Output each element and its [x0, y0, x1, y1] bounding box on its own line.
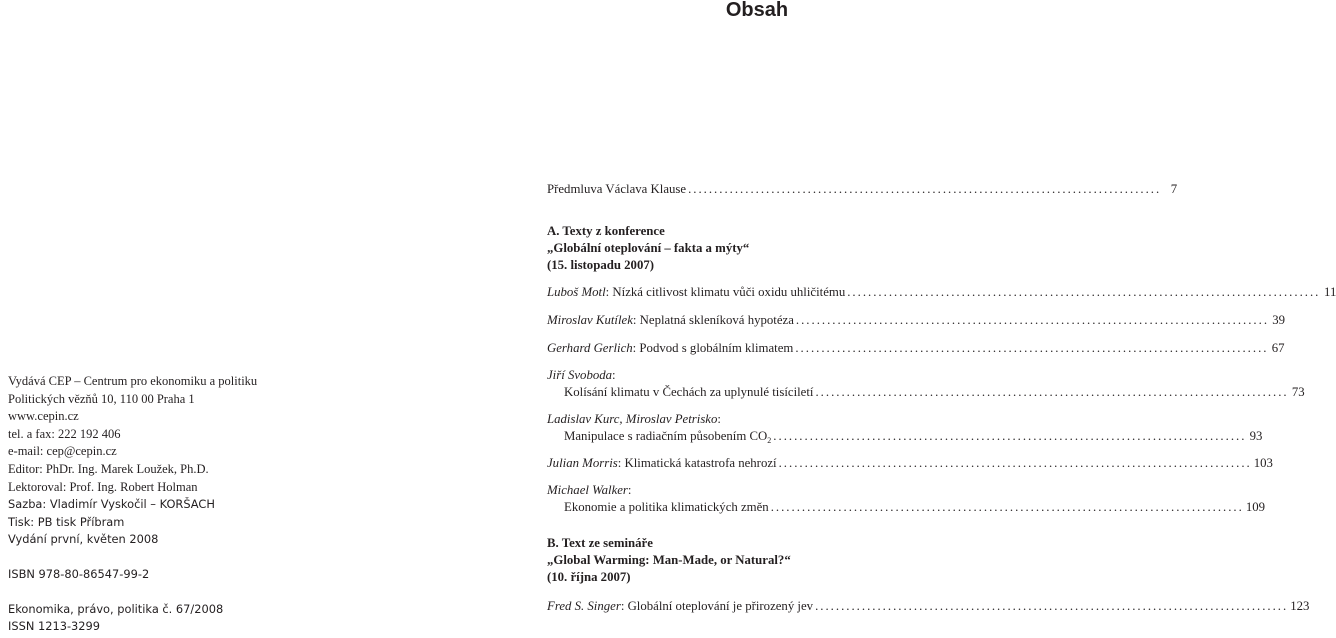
proofreader: Lektoroval: Prof. Ing. Robert Holman: [8, 479, 198, 494]
phone: tel. a fax: 222 192 406: [8, 426, 121, 441]
edition: Vydání první, květen 2008: [8, 532, 159, 547]
toc-author: Julian Morris: [547, 456, 618, 470]
toc-entry-walker[interactable]: [564, 499, 1266, 516]
toc-page-number: 67: [1271, 341, 1285, 355]
leader-dots: ...........................................................................................: [815, 385, 1289, 399]
website: www.cepin.cz: [8, 409, 79, 424]
toc-author-line-walker: [547, 482, 960, 499]
toc-author: Jiří Svoboda: [547, 368, 613, 382]
toc-author-line-svoboda: [547, 367, 960, 384]
publisher-address: Politických vězňů 10, 110 00 Praha 1: [8, 391, 195, 406]
email: e-mail: cep@cepin.cz: [8, 444, 117, 459]
toc-entry-motl[interactable]: [547, 284, 1336, 301]
toc-entry-kurc[interactable]: [564, 428, 1263, 449]
toc-entry-gerlich[interactable]: [547, 340, 1285, 357]
toc-colon: :: [612, 368, 616, 382]
toc-entry-title: Kolísání klimatu v Čechách za uplynulé tisíciletí: [564, 385, 814, 399]
toc-entry-morris[interactable]: [547, 455, 1273, 472]
toc-entry-title: Předmluva Václava Klause: [547, 182, 687, 196]
toc-page-number: 11: [1324, 285, 1336, 299]
imprint-block: [8, 373, 308, 636]
toc-entry-title: : Klimatická katastrofa nehrozí: [617, 456, 777, 470]
toc-author-line-kurc: [547, 411, 960, 428]
toc-entry-svoboda[interactable]: [564, 384, 1305, 401]
toc-page-number: 103: [1253, 456, 1273, 470]
leader-dots: ...........................................................................................: [773, 429, 1247, 443]
editor: Editor: PhDr. Ing. Marek Loužek, Ph.D.: [8, 461, 209, 476]
toc-page-number: 109: [1245, 500, 1266, 514]
section-a-subtitle: „Globální oteplování – fakta a mýty“: [547, 241, 750, 255]
section-a-heading: A. Texty z konference: [547, 224, 665, 238]
section-b-date: (10. října 2007): [547, 570, 631, 584]
toc-colon: :: [627, 483, 632, 497]
toc-author: Gerhard Gerlich: [547, 341, 633, 355]
leader-dots: ...........................................................................................: [795, 341, 1269, 355]
toc-entry-title: Ekonomie a politika klimatických změn: [564, 500, 769, 514]
leader-dots: ...........................................................................................: [778, 456, 1252, 470]
leader-dots: ...........................................................................................: [770, 500, 1244, 514]
toc-author: Miroslav Kutílek: [547, 313, 633, 327]
section-a-date: (15. listopadu 2007): [547, 258, 655, 272]
isbn: ISBN 978-80-86547-99-2: [8, 566, 150, 581]
toc-entry-title: : Globální oteplování je přirozený jev: [620, 599, 814, 613]
toc-entry-title: : Nízká citlivost klimatu vůči oxidu uhličitému: [605, 285, 846, 299]
toc-entry-kutilek[interactable]: [547, 312, 1286, 329]
leader-dots: ...........................................................................................: [795, 313, 1270, 327]
toc-page-number: 39: [1272, 313, 1286, 327]
toc-author: Luboš Motl: [547, 285, 606, 299]
toc-entry-title: : Neplatná skleníková hypotéza: [632, 313, 794, 327]
section-b-heading: B. Text ze semináře: [547, 536, 653, 550]
toc-author: Ladislav Kurc, Miroslav Petrisko: [547, 412, 718, 426]
leader-dots: ...........................................................................................: [688, 182, 1162, 196]
toc-author: Fred S. Singer: [547, 599, 621, 613]
toc-entry-singer[interactable]: [547, 598, 1310, 615]
toc-page-number: 123: [1290, 599, 1310, 613]
section-b-subtitle: „Global Warming: Man-Made, or Natural?“: [547, 553, 791, 567]
toc-entry-title: Manipulace s radiačním působením CO: [564, 429, 768, 443]
toc-author: Michael Walker: [547, 483, 628, 497]
publisher-line: Vydává CEP – Centrum pro ekonomiku a politiku: [8, 374, 258, 388]
leader-dots: ...........................................................................................: [815, 599, 1289, 613]
series: Ekonomika, právo, politika č. 67/2008: [8, 601, 224, 616]
issn: ISSN 1213-3299: [8, 619, 101, 634]
toc-colon: :: [717, 412, 721, 426]
toc-page-number: 73: [1291, 385, 1305, 399]
toc-page-number: 93: [1249, 429, 1263, 443]
leader-dots: ...........................................................................................: [847, 285, 1321, 299]
subscript: 2: [767, 436, 772, 445]
page-title: Obsah: [725, 0, 789, 21]
typesetting: Sazba: Vladimír Vyskočil – KORŠACH: [8, 497, 215, 512]
toc-entry-title: : Podvod s globálním klimatem: [632, 341, 794, 355]
toc-page-number: 7: [1170, 182, 1178, 196]
toc-entry-preface[interactable]: [547, 181, 1178, 198]
print-house: Tisk: PB tisk Příbram: [8, 514, 125, 529]
